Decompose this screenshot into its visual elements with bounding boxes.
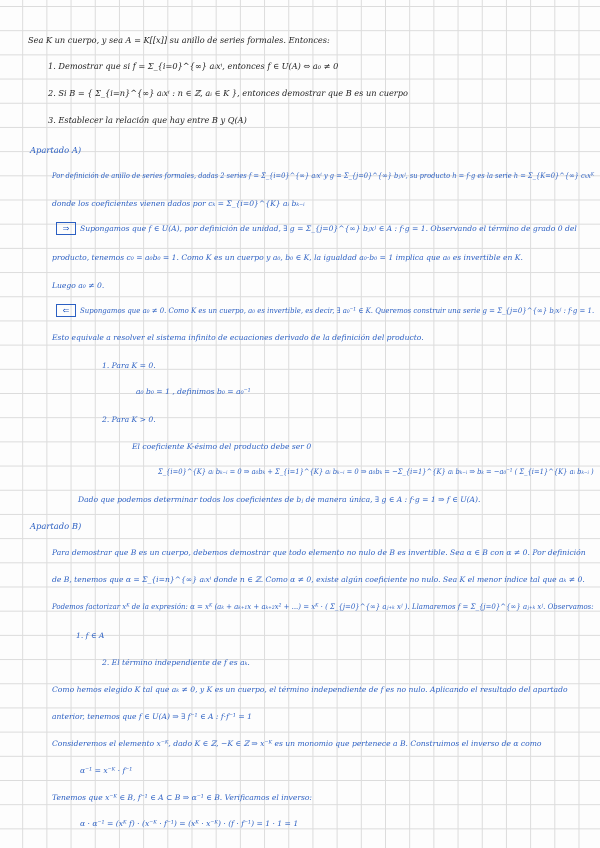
case-1-label: 1. Para K = 0.: [102, 361, 156, 370]
forward-implication-icon: ⇒: [56, 222, 76, 235]
part-b-paragraph-5: anterior, tenemos que f ∈ U(A) ⇒ ∃ f⁻¹ ∈ A : f·f⁻¹ = 1: [52, 712, 252, 721]
part-a-backward-2: Esto equivale a resolver el sistema infinito de ecuaciones derivado de la definición del producto.: [52, 333, 424, 342]
part-a-forward-3: Luego a₀ ≠ 0.: [52, 281, 105, 290]
part-b-paragraph-1: Para demostrar que B es un cuerpo, debemos demostrar que todo elemento no nulo de B es invertible. Sea α ∈ B con α ≠ 0. Por definición: [52, 548, 586, 557]
part-b-observation-2: 2. El término independiente de f es aₖ.: [102, 658, 250, 667]
part-b-verification: α · α⁻¹ = (xᴷ f) · (x⁻ᴷ · f⁻¹) = (xᴷ · x⁻ᴷ) · (f · f⁻¹) = 1 · 1 = 1: [80, 819, 299, 828]
part-b-paragraph-2: de B, tenemos que α = Σ_{i=n}^{∞} aᵢxⁱ donde n ∈ ℤ. Como α ≠ 0, existe algún coeficiente no nulo. Sea K el menor índice tal que aₖ ≠ 0.: [52, 575, 585, 584]
part-b-paragraph-7: Tenemos que x⁻ᴷ ∈ B, f⁻¹ ∈ A ⊂ B ⇒ α⁻¹ ∈ B. Verificamos el inverso:: [52, 793, 312, 802]
part-b-paragraph-3: Podemos factorizar xᴷ de la expresión: α = xᴷ (aₖ + aₖ₊₁x + aₖ₊₂x² + ...) = xᴷ · ( Σ_{j=0}^{∞} aⱼ₊ₖ xʲ ). Llamaremos f = Σ_{j=0}^{∞} aⱼ₊ₖ xʲ. Observamos:: [52, 602, 594, 611]
part-b-title: Apartado B): [30, 521, 82, 531]
part-a-title: Apartado A): [30, 145, 82, 155]
case-1-equation: a₀ b₀ = 1 , definimos b₀ = a₀⁻¹: [136, 387, 251, 396]
part-a-definition-2: donde los coeficientes vienen dados por cₖ = Σ_{i=0}^{K} aᵢ bₖ₋ᵢ: [52, 199, 305, 208]
part-b-inverse-definition: α⁻¹ = x⁻ᴷ · f⁻¹: [80, 766, 133, 775]
statement-item-3: 3. Establecer la relación que hay entre B y Q(A): [48, 115, 247, 125]
statement-item-2: 2. Si B = { Σ_{i=n}^{∞} aᵢxⁱ : n ∈ ℤ, aᵢ ∈ K }, entonces demostrar que B es un cuerpo: [48, 88, 408, 98]
part-b-observation-1: 1. f ∈ A: [76, 631, 105, 640]
backward-implication-icon: ⇐: [56, 304, 76, 317]
case-2-label: 2. Para K > 0.: [102, 415, 156, 424]
part-a-backward-1: Supongamos que a₀ ≠ 0. Como K es un cuerpo, a₀ es invertible, es decir, ∃ a₀⁻¹ ∈ K. Queremos construir una serie g = Σ_{j=0}^{∞} bⱼxʲ : f·g = 1.: [80, 306, 595, 315]
statement-intro: Sea K un cuerpo, y sea A = K[[x]] su anillo de series formales. Entonces:: [28, 35, 330, 45]
part-b-paragraph-4: Como hemos elegido K tal que aₖ ≠ 0, y K es un cuerpo, el término independiente de f es no nulo. Aplicando el resultado del apartado: [52, 685, 568, 694]
part-a-conclusion: Dado que podemos determinar todos los coeficientes de bⱼ de manera única, ∃ g ∈ A : f·g = 1 ⇒ f ∈ U(A).: [78, 495, 481, 504]
part-a-definition-1: Por definición de anillo de series formales, dadas 2 series f = Σ_{i=0}^{∞} aᵢxⁱ y g = Σ_{j=0}^{∞} bⱼxʲ, su producto h = f·g es la serie h = Σ_{K=0}^{∞} cₖxᴷ: [52, 171, 595, 180]
statement-item-1: 1. Demostrar que si f = Σ_{i=0}^{∞} aᵢxⁱ, entonces f ∈ U(A) ⇔ a₀ ≠ 0: [48, 61, 339, 71]
part-a-forward-1: Supongamos que f ∈ U(A), por definición de unidad, ∃ g = Σ_{j=0}^{∞} bⱼxʲ ∈ A : f·g = 1. Observando el término de grado 0 del: [80, 224, 577, 233]
part-b-paragraph-6: Consideremos el elemento x⁻ᴷ, dado K ∈ ℤ, −K ∈ ℤ ⇒ x⁻ᴷ es un monomio que pertenece a B. Construimos el inverso de α como: [52, 739, 542, 748]
case-2-text: El coeficiente K-ésimo del producto debe ser 0: [132, 442, 312, 451]
case-2-equation: Σ_{i=0}^{K} aᵢ bₖ₋ᵢ = 0 ⇒ a₀bₖ + Σ_{i=1}^{K} aᵢ bₖ₋ᵢ = 0 ⇒ a₀bₖ = −Σ_{i=1}^{K} aᵢ bₖ₋ᵢ ⇒ bₖ = −a₀⁻¹ ( Σ_{i=1}^{K} aᵢ bₖ₋ᵢ ): [158, 467, 594, 476]
part-a-forward-2: producto, tenemos c₀ = a₀b₀ = 1. Como K es un cuerpo y a₀, b₀ ∈ K, la igualdad a₀·b₀ = 1 implica que a₀ es invertible en K.: [52, 253, 523, 262]
